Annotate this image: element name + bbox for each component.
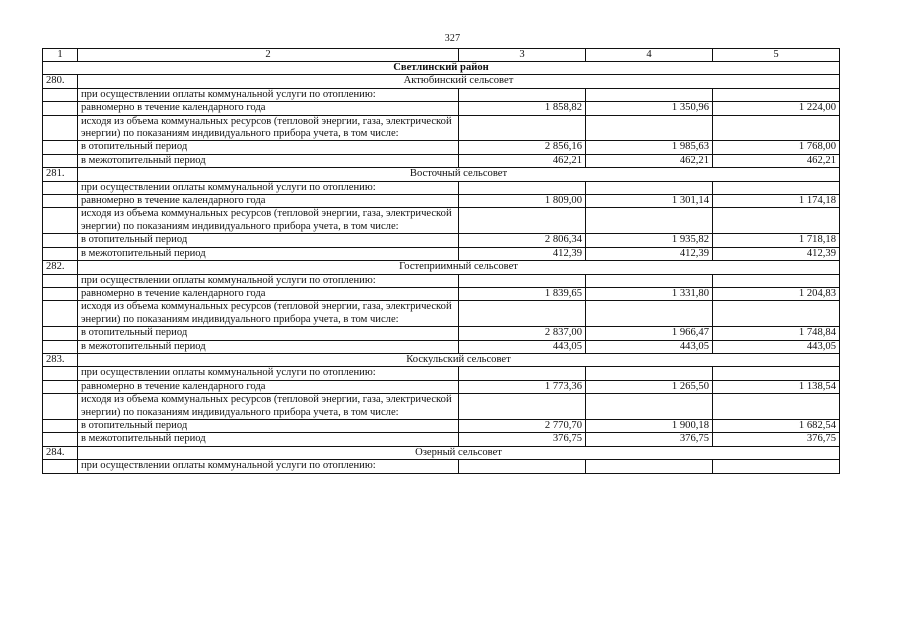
empty-number-cell [43, 88, 78, 101]
value-col-4 [586, 115, 713, 141]
value-col-4: 462,21 [586, 154, 713, 167]
value-col-4 [586, 367, 713, 380]
value-col-5: 1 138,54 [713, 380, 840, 393]
value-col-4: 443,05 [586, 340, 713, 353]
row-label: при осуществлении оплаты коммунальной услуги по отоплению: [78, 274, 459, 287]
district-row [43, 62, 840, 75]
value-col-3 [459, 274, 586, 287]
council-header-row [43, 446, 840, 459]
value-col-4 [586, 88, 713, 101]
council-name: Озерный сельсовет [78, 446, 840, 459]
value-col-5: 1 768,00 [713, 141, 840, 154]
council-number: 283. [43, 353, 78, 366]
table-row [43, 102, 840, 115]
value-col-3: 412,39 [459, 247, 586, 260]
value-col-3: 462,21 [459, 154, 586, 167]
empty-number-cell [43, 340, 78, 353]
value-col-4: 1 265,50 [586, 380, 713, 393]
value-col-5 [713, 181, 840, 194]
empty-number-cell [43, 208, 78, 234]
table-row [43, 274, 840, 287]
value-col-4 [586, 460, 713, 473]
value-col-4: 1 350,96 [586, 102, 713, 115]
value-col-5: 1 718,18 [713, 234, 840, 247]
value-col-4: 1 331,80 [586, 287, 713, 300]
row-label: исходя из объема коммунальных ресурсов (тепловой энергии, газа, электрической энергии) по показаниям индивидуального прибора учета, в том числе: [78, 301, 459, 327]
value-col-5 [713, 208, 840, 234]
value-col-3: 2 837,00 [459, 327, 586, 340]
empty-number-cell [43, 367, 78, 380]
row-label: при осуществлении оплаты коммунальной услуги по отоплению: [78, 181, 459, 194]
row-label: в отопительный период [78, 234, 459, 247]
table-row [43, 287, 840, 300]
value-col-3: 443,05 [459, 340, 586, 353]
row-label: при осуществлении оплаты коммунальной услуги по отоплению: [78, 88, 459, 101]
empty-number-cell [43, 141, 78, 154]
value-col-5 [713, 274, 840, 287]
tariff-table-body [43, 49, 840, 474]
value-col-3 [459, 208, 586, 234]
value-col-3 [459, 88, 586, 101]
council-header-row [43, 75, 840, 88]
value-col-3: 376,75 [459, 433, 586, 446]
empty-number-cell [43, 154, 78, 167]
row-label: в межотопительный период [78, 340, 459, 353]
value-col-5 [713, 115, 840, 141]
empty-number-cell [43, 195, 78, 208]
value-col-5 [713, 88, 840, 101]
council-number: 280. [43, 75, 78, 88]
value-col-5 [713, 460, 840, 473]
row-label: в отопительный период [78, 419, 459, 432]
row-label: при осуществлении оплаты коммунальной услуги по отоплению: [78, 367, 459, 380]
table-row [43, 433, 840, 446]
value-col-3: 2 856,16 [459, 141, 586, 154]
row-label: в отопительный период [78, 141, 459, 154]
table-row [43, 367, 840, 380]
row-label: равномерно в течение календарного года [78, 287, 459, 300]
value-col-5 [713, 394, 840, 420]
empty-number-cell [43, 115, 78, 141]
value-col-3: 2 770,70 [459, 419, 586, 432]
column-number-2: 2 [78, 49, 459, 62]
value-col-4 [586, 301, 713, 327]
row-label: равномерно в течение календарного года [78, 380, 459, 393]
value-col-3: 1 839,65 [459, 287, 586, 300]
empty-number-cell [43, 433, 78, 446]
table-row [43, 195, 840, 208]
row-label: равномерно в течение календарного года [78, 102, 459, 115]
council-name: Актюбинский сельсовет [78, 75, 840, 88]
table-row [43, 181, 840, 194]
value-col-5: 412,39 [713, 247, 840, 260]
table-row [43, 234, 840, 247]
value-col-5 [713, 367, 840, 380]
row-label: в межотопительный период [78, 247, 459, 260]
value-col-4 [586, 274, 713, 287]
value-col-5: 1 224,00 [713, 102, 840, 115]
value-col-5: 1 748,84 [713, 327, 840, 340]
value-col-3 [459, 394, 586, 420]
value-col-3: 1 858,82 [459, 102, 586, 115]
column-number-5: 5 [713, 49, 840, 62]
value-col-4: 1 985,63 [586, 141, 713, 154]
page-number: 327 [444, 33, 461, 44]
value-col-5: 1 204,83 [713, 287, 840, 300]
empty-number-cell [43, 419, 78, 432]
row-label: исходя из объема коммунальных ресурсов (тепловой энергии, газа, электрической энергии) по показаниям индивидуального прибора учета, в том числе: [78, 208, 459, 234]
row-label: исходя из объема коммунальных ресурсов (тепловой энергии, газа, электрической энергии) по показаниям индивидуального прибора учета, в том числе: [78, 394, 459, 420]
value-col-3 [459, 181, 586, 194]
table-row [43, 380, 840, 393]
table-row [43, 115, 840, 141]
empty-number-cell [43, 460, 78, 473]
empty-number-cell [43, 181, 78, 194]
empty-number-cell [43, 274, 78, 287]
value-col-5: 443,05 [713, 340, 840, 353]
value-col-4: 1 301,14 [586, 195, 713, 208]
value-col-4: 376,75 [586, 433, 713, 446]
row-label: в межотопительный период [78, 154, 459, 167]
value-col-4: 1 935,82 [586, 234, 713, 247]
value-col-3: 2 806,34 [459, 234, 586, 247]
column-number-3: 3 [459, 49, 586, 62]
empty-number-cell [43, 394, 78, 420]
table-row [43, 301, 840, 327]
value-col-5: 1 174,18 [713, 195, 840, 208]
row-label: равномерно в течение календарного года [78, 195, 459, 208]
value-col-4 [586, 208, 713, 234]
row-label: в отопительный период [78, 327, 459, 340]
value-col-4 [586, 394, 713, 420]
empty-number-cell [43, 287, 78, 300]
empty-number-cell [43, 301, 78, 327]
value-col-3 [459, 460, 586, 473]
council-number: 282. [43, 261, 78, 274]
value-col-5: 376,75 [713, 433, 840, 446]
table-row [43, 141, 840, 154]
column-number-row [43, 49, 840, 62]
empty-number-cell [43, 234, 78, 247]
table-row [43, 340, 840, 353]
council-number: 281. [43, 168, 78, 181]
value-col-5: 1 682,54 [713, 419, 840, 432]
table-row [43, 154, 840, 167]
row-label: при осуществлении оплаты коммунальной услуги по отоплению: [78, 460, 459, 473]
table-row [43, 419, 840, 432]
value-col-3: 1 809,00 [459, 195, 586, 208]
council-name: Восточный сельсовет [78, 168, 840, 181]
value-col-5: 462,21 [713, 154, 840, 167]
value-col-3 [459, 301, 586, 327]
value-col-3: 1 773,36 [459, 380, 586, 393]
empty-number-cell [43, 380, 78, 393]
table-row [43, 460, 840, 473]
tariff-table [42, 48, 840, 474]
empty-number-cell [43, 102, 78, 115]
table-row [43, 88, 840, 101]
row-label: исходя из объема коммунальных ресурсов (тепловой энергии, газа, электрической энергии) по показаниям индивидуального прибора учета, в том числе: [78, 115, 459, 141]
table-row [43, 394, 840, 420]
value-col-4: 1 966,47 [586, 327, 713, 340]
value-col-4: 412,39 [586, 247, 713, 260]
empty-number-cell [43, 247, 78, 260]
row-label: в межотопительный период [78, 433, 459, 446]
value-col-3 [459, 115, 586, 141]
district-name: Светлинский район [43, 62, 840, 75]
council-header-row [43, 261, 840, 274]
council-header-row [43, 168, 840, 181]
value-col-5 [713, 301, 840, 327]
empty-number-cell [43, 327, 78, 340]
table-row [43, 247, 840, 260]
council-name: Коскульский сельсовет [78, 353, 840, 366]
table-row [43, 208, 840, 234]
value-col-4 [586, 181, 713, 194]
council-number: 284. [43, 446, 78, 459]
council-header-row [43, 353, 840, 366]
value-col-3 [459, 367, 586, 380]
column-number-4: 4 [586, 49, 713, 62]
column-number-1: 1 [43, 49, 78, 62]
value-col-4: 1 900,18 [586, 419, 713, 432]
council-name: Гостеприимный сельсовет [78, 261, 840, 274]
table-row [43, 327, 840, 340]
